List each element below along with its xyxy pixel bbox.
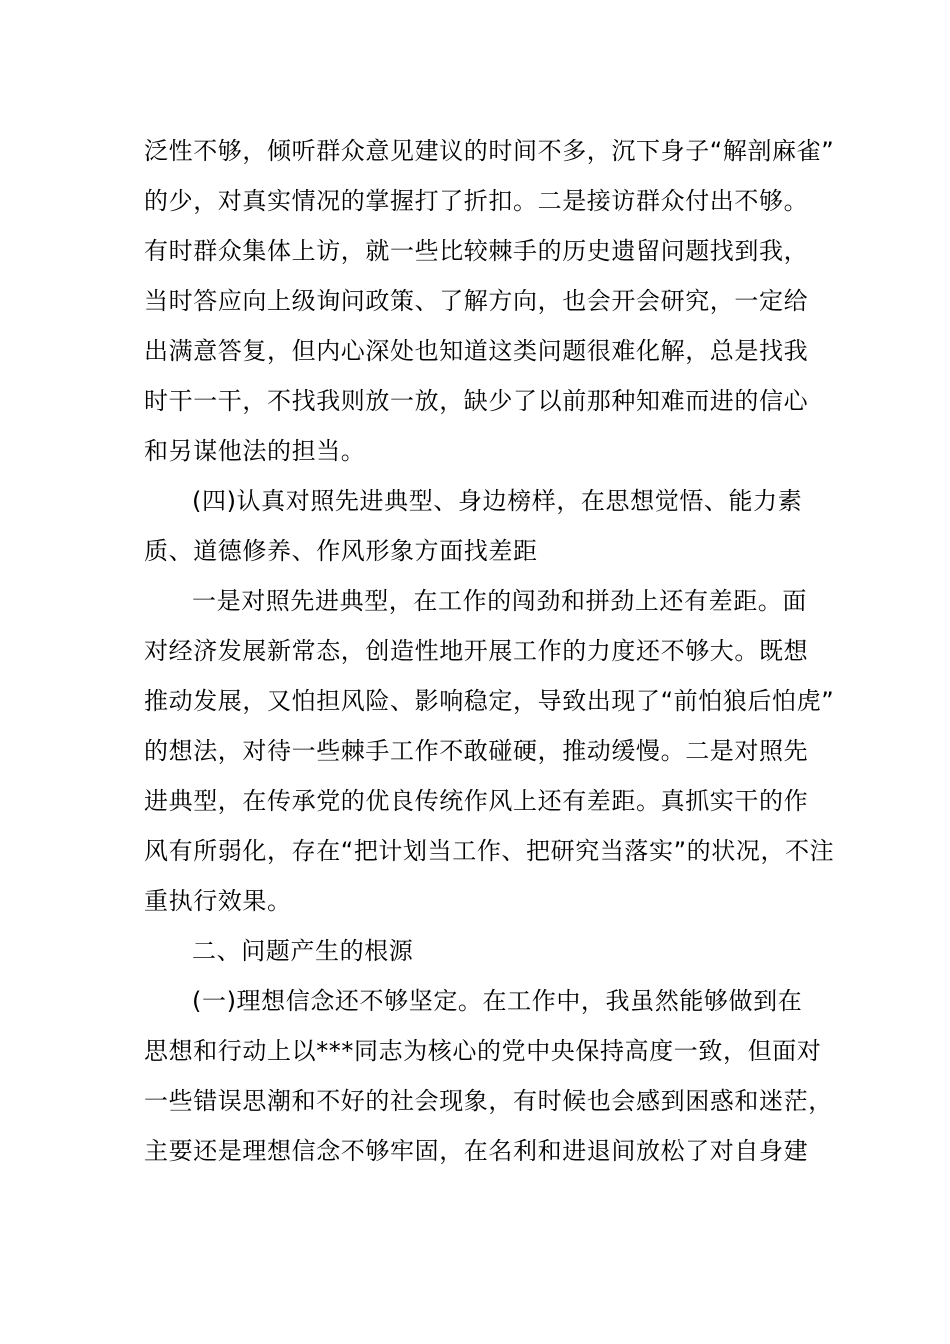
- text-line: 出满意答复，但内心深处也知道这类问题很难化解，总是找我: [144, 337, 809, 365]
- text-line: 当时答应向上级询问政策、了解方向，也会开会研究，一定给: [144, 287, 809, 315]
- paragraph-4-chapter-heading: [144, 926, 834, 976]
- text-line: 主要还是理想信念不够牢固，在名利和进退间放松了对自身建: [144, 1137, 809, 1165]
- text-line: 思想和行动上以***同志为核心的党中央保持高度一致，但面对: [144, 1037, 822, 1065]
- text-line: 进典型，在传承党的优良传统作风上还有差距。真抓实干的作: [144, 787, 809, 815]
- text-line: 风有所弱化，存在“把计划当工作、把研究当落实”的状况，不注: [144, 837, 835, 865]
- text-line: (一)理想信念还不够坚定。在工作中，我虽然能够做到在: [192, 987, 803, 1015]
- text-line: 重执行效果。: [144, 887, 292, 915]
- text-line: 推动发展，又怕担风险、影响稳定，导致出现了“前怕狼后怕虎”: [144, 687, 835, 715]
- text-line: 时干一干，不找我则放一放，缺少了以前那种知难而进的信心: [144, 387, 809, 415]
- paragraph-2-section-heading: [144, 476, 834, 576]
- text-line: 一是对照先进典型，在工作的闯劲和拼劲上还有差距。面: [192, 587, 807, 615]
- text-line: 的少，对真实情况的掌握打了折扣。二是接访群众付出不够。: [144, 187, 809, 215]
- text-line: 有时群众集体上访，就一些比较棘手的历史遗留问题找到我，: [144, 237, 809, 265]
- text-line: 质、道德修养、作风形象方面找差距: [144, 537, 538, 565]
- paragraph-3: [144, 576, 834, 926]
- text-line: 的想法，对待一些棘手工作不敢碰硬，推动缓慢。二是对照先: [144, 737, 809, 765]
- text-line: 泛性不够，倾听群众意见建议的时间不多，沉下身子“解剖麻雀”: [144, 137, 835, 165]
- text-line: (四)认真对照先进典型、身边榜样，在思想觉悟、能力素: [192, 487, 803, 515]
- paragraph-5: [144, 976, 834, 1176]
- text-line: 对经济发展新常态，创造性地开展工作的力度还不够大。既想: [144, 637, 809, 665]
- document-body: [144, 126, 834, 1176]
- text-line: 和另谋他法的担当。: [144, 437, 366, 465]
- text-line: 一些错误思潮和不好的社会现象，有时候也会感到困惑和迷茫，: [144, 1087, 833, 1115]
- text-line: 二、问题产生的根源: [192, 937, 414, 965]
- paragraph-1: [144, 126, 834, 476]
